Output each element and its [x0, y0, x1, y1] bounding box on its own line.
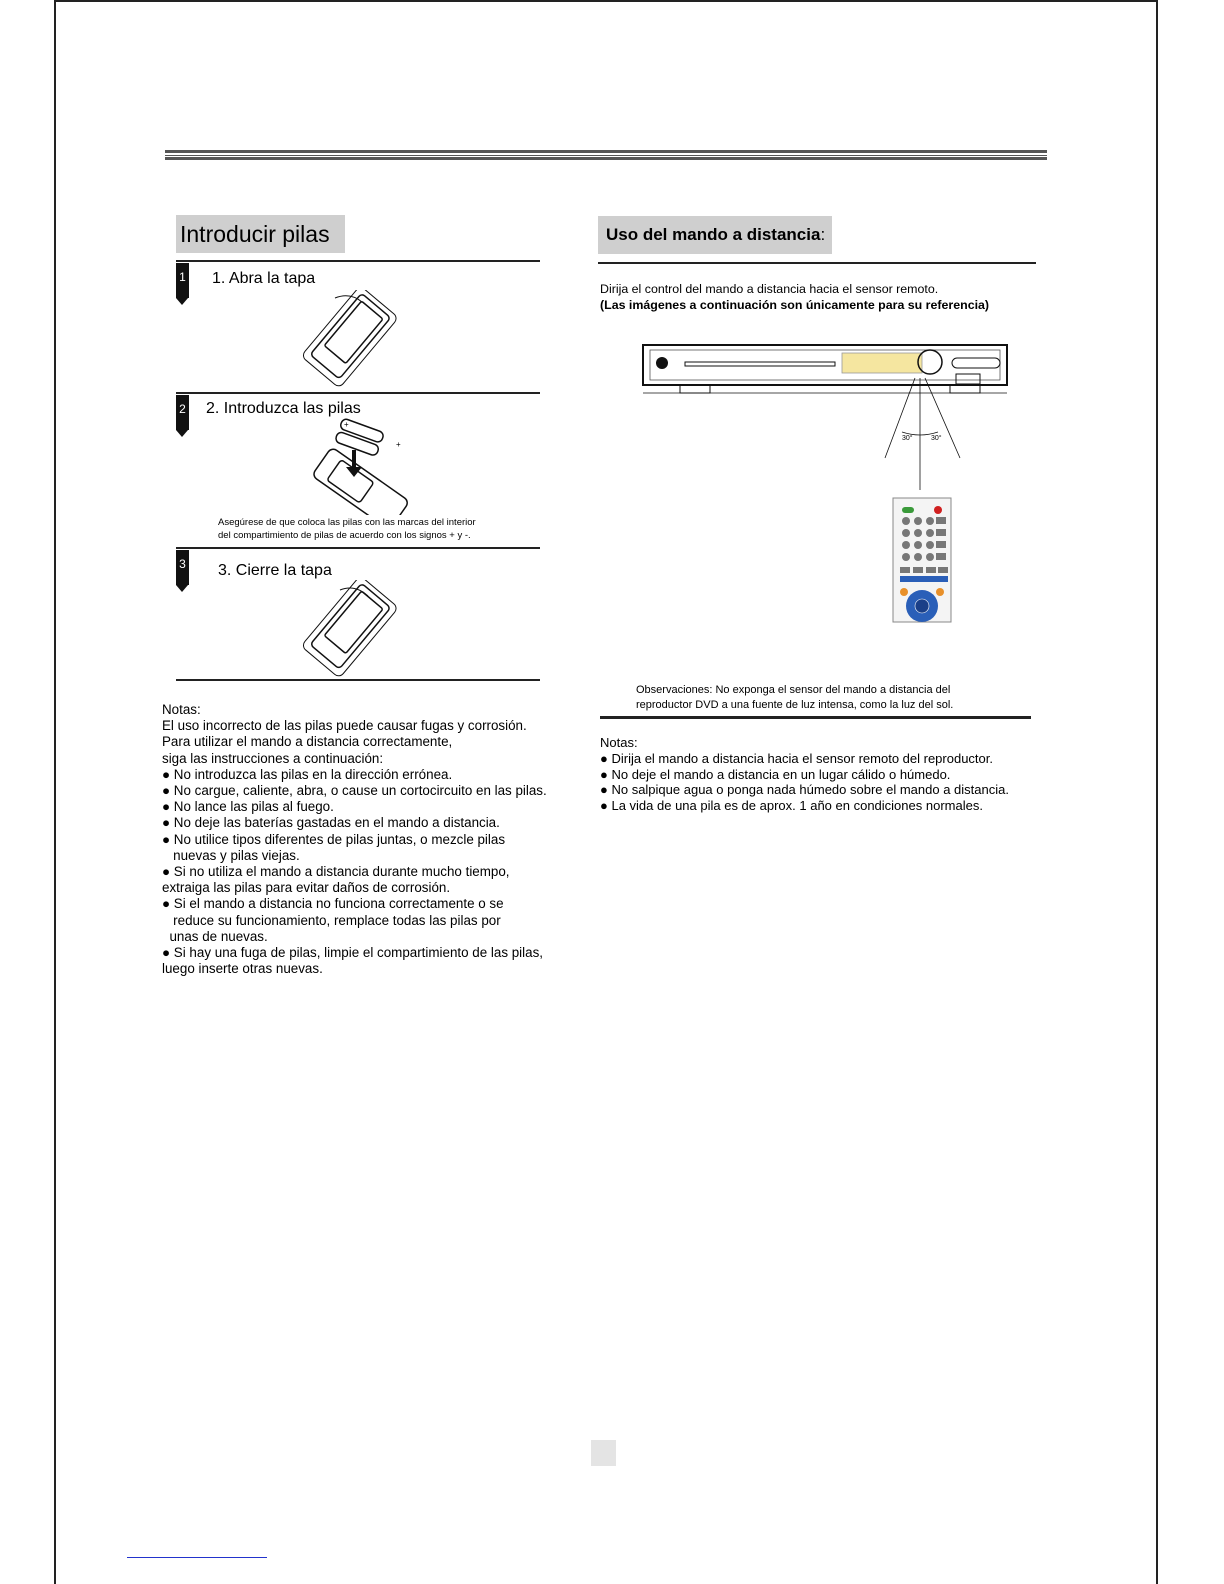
notes-line: ● Si el mando a distancia no funciona correctamente o se [162, 896, 504, 912]
angle-right-label: 30° [931, 435, 942, 442]
battery-note-line-2: del compartimiento de pilas de acuerdo con los signos + y -. [218, 530, 471, 541]
right-title-text: Uso del mando a distancia [606, 225, 821, 244]
intro-text: Dirija el control del mando a distancia hacia el sensor remoto. [600, 282, 939, 296]
divider [598, 262, 1036, 264]
notes-line: extraiga las pilas para evitar daños de corrosión. [162, 880, 451, 896]
notes-line: ● No introduzca las pilas en la dirección errónea. [162, 766, 453, 782]
notes-line: Notas: [162, 702, 201, 717]
step-1-label: 1. Abra la tapa [212, 270, 316, 287]
notes-line: nuevas y pilas viejas. [162, 847, 300, 863]
notes-line: ● Si no utiliza el mando a distancia durante mucho tiempo, [162, 864, 510, 880]
left-section-title: Introducir pilas [176, 215, 345, 253]
notes-line: ● No salpique agua o ponga nada húmedo sobre el mando a distancia. [600, 782, 1009, 798]
notes-line: ● No cargue, caliente, abra, o cause un cortocircuito en las pilas. [162, 783, 547, 799]
step-2-label: 2. Introduzca las pilas [206, 400, 361, 417]
step-tab-1: 1 [176, 263, 189, 298]
notes-line: luego inserte otras nuevas. [162, 961, 323, 977]
right-section-title [598, 216, 832, 254]
left-notes [162, 702, 547, 977]
insert-batteries-illustration [300, 415, 415, 515]
step-tab-3: 3 [176, 550, 189, 585]
notes-line: Notas: [600, 735, 638, 750]
notes-line: reduce su funcionamiento, remplace todas las pilas por [162, 912, 501, 928]
divider [176, 547, 540, 549]
right-notes [600, 735, 1009, 814]
angle-left-label: 30° [902, 435, 913, 442]
notes-line: ● No deje el mando a distancia en un lugar cálido o húmedo. [600, 766, 951, 782]
divider [600, 716, 1031, 719]
svg-text:+: + [396, 440, 401, 449]
open-cover-illustration [300, 290, 410, 390]
notes-line: ● Si hay una fuga de pilas, limpie el compartimiento de las pilas, [162, 945, 543, 961]
right-title-colon: : [820, 225, 826, 244]
notes-line: ● Dirija el mando a distancia hacia el sensor remoto del reproductor. [600, 750, 993, 766]
observation-line-1: Observaciones: No exponga el sensor del mando a distancia del [636, 684, 951, 696]
page-number-box [591, 1440, 616, 1466]
notes-line: El uso incorrecto de las pilas puede causar fugas y corrosión. [162, 718, 527, 734]
notes-line: ● No deje las baterías gastadas en el mando a distancia. [162, 815, 500, 831]
dvd-remote-illustration [640, 340, 1012, 630]
header-rule [165, 150, 1047, 160]
divider [176, 260, 540, 262]
notes-line: Para utilizar el mando a distancia correctamente, [162, 734, 453, 750]
observation-line-2: reproductor DVD a una fuente de luz intensa, como la luz del sol. [636, 699, 954, 711]
notes-line: ● No lance las pilas al fuego. [162, 799, 334, 815]
footer-link-underline [127, 1557, 267, 1558]
divider [176, 679, 540, 681]
close-cover-illustration [300, 580, 410, 680]
notes-line: siga las instrucciones a continuación: [162, 750, 384, 766]
divider [176, 392, 540, 394]
notes-line: ● La vida de una pila es de aprox. 1 año en condiciones normales. [600, 798, 983, 814]
notes-line: unas de nuevas. [162, 928, 268, 944]
notes-line: ● No utilice tipos diferentes de pilas juntas, o mezcle pilas [162, 831, 506, 847]
step-tab-2: 2 [176, 395, 189, 430]
battery-note-line-1: Asegúrese de que coloca las pilas con las marcas del interior [218, 517, 476, 528]
step-3-label: 3. Cierre la tapa [218, 562, 332, 579]
intro-bold-text: (Las imágenes a continuación son únicamente para su referencia) [600, 298, 990, 312]
svg-text:+: + [344, 420, 349, 429]
